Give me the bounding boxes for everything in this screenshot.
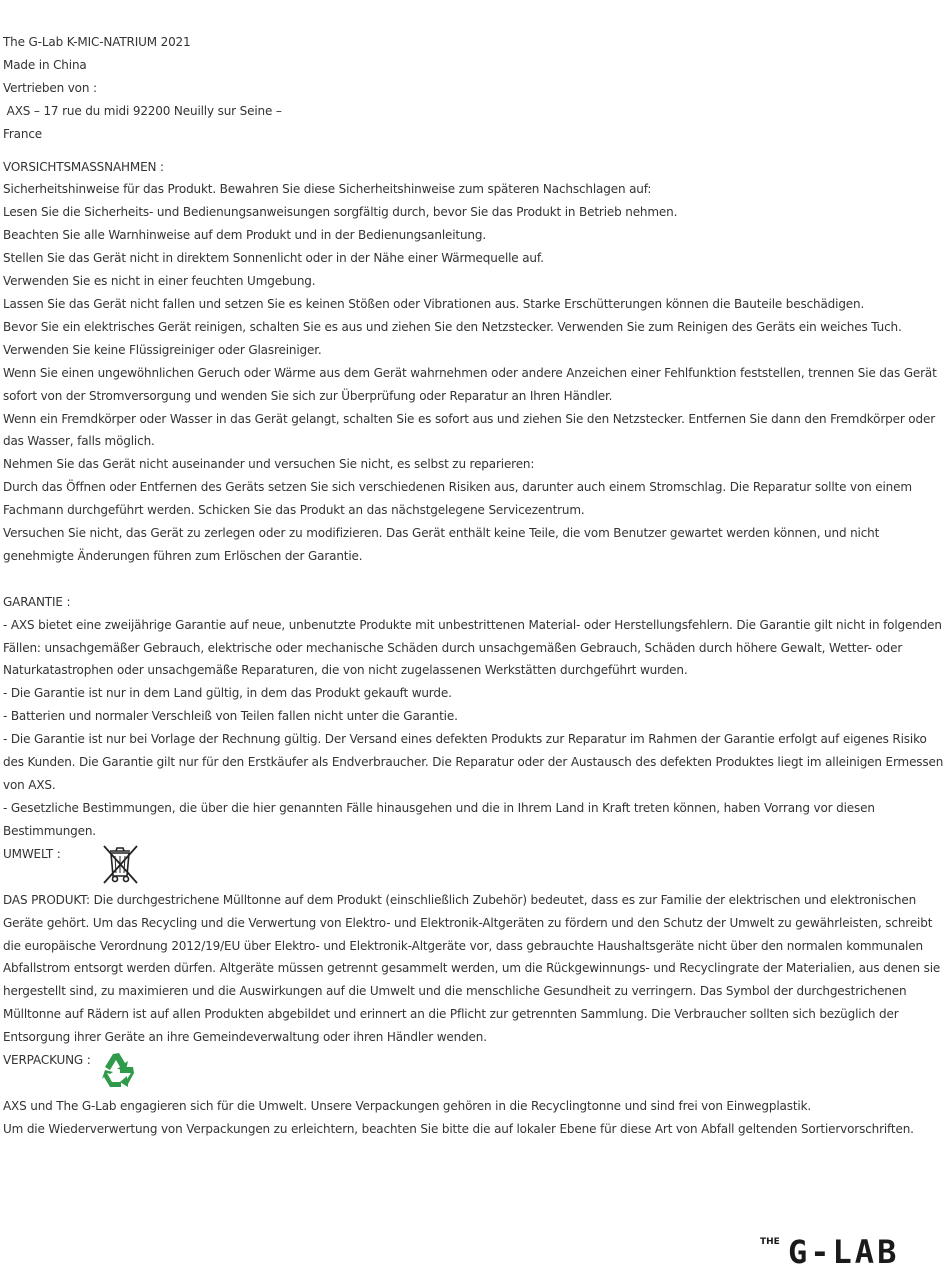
environment-heading: UMWELT : bbox=[3, 846, 61, 861]
precautions-item: Stellen Sie das Gerät nicht in direktem Sonnenlicht oder in der Nähe einer Wärmequelle auf. bbox=[3, 251, 544, 266]
packaging-line-1: AXS und The G-Lab engagieren sich für die Umwelt. Unsere Verpackungen gehören in die Recyclingtonne und sind frei von Einwegplastik. bbox=[3, 1099, 812, 1114]
logo-name: G-LAB bbox=[788, 1233, 900, 1268]
precautions-item: Beachten Sie alle Warnhinweise auf dem Produkt und in der Bedienungsanleitung. bbox=[3, 228, 487, 243]
precautions-item: Lassen Sie das Gerät nicht fallen und setzen Sie es keinen Stößen oder Vibrationen aus. Starke Erschütterungen können die Bauteile beschädigen. bbox=[3, 296, 865, 311]
product-line: The G-Lab K-MIC-NATRIUM 2021 bbox=[3, 35, 191, 49]
packaging-heading-row bbox=[3, 1049, 945, 1095]
warranty-list bbox=[3, 614, 945, 843]
environment-heading-row bbox=[3, 843, 945, 889]
packaging-heading: VERPACKUNG : bbox=[3, 1053, 91, 1068]
precautions-item: Lesen Sie die Sicherheits- und Bedienungsanweisungen sorgfältig durch, bevor Sie das Produkt in Betrieb nehmen. bbox=[3, 205, 678, 220]
recycling-icon bbox=[100, 1051, 138, 1097]
precautions-item: Sicherheitshinweise für das Produkt. Bewahren Sie diese Sicherheitshinweise zum späteren Nachschlagen auf: bbox=[3, 182, 652, 197]
warranty-heading: GARANTIE : bbox=[3, 594, 71, 609]
precautions-item: Nehmen Sie das Gerät nicht auseinander und versuchen Sie nicht, es selbst zu reparieren: bbox=[3, 457, 535, 472]
country-line: France bbox=[3, 126, 43, 141]
distributed-by-line: Vertrieben von : bbox=[3, 80, 97, 95]
precautions-item: Verwenden Sie keine Flüssigreiniger oder Glasreiniger. bbox=[3, 342, 322, 357]
warranty-item: - Die Garantie ist nur in dem Land gültig, in dem das Produkt gekauft wurde. bbox=[3, 686, 452, 701]
precautions-item: Durch das Öffnen oder Entfernen des Geräts setzen Sie sich verschiedenen Risiken aus, darunter auch einem Stromschlag. Die Reparatur sollte von einem Fachmann durchgeführt werden. Schicken Sie das Produkt an das nächstgelegene Servicezentrum. bbox=[3, 480, 912, 518]
document-page bbox=[3, 31, 945, 1141]
packaging-line-2: Um die Wiederverwertung von Verpackungen zu erleichtern, beachten Sie bitte die auf lokaler Ebene für diese Art von Abfall geltenden Sortiervorschriften. bbox=[3, 1121, 914, 1136]
address-line: AXS – 17 rue du midi 92200 Neuilly sur Seine – bbox=[3, 103, 282, 118]
origin-line: Made in China bbox=[3, 57, 87, 72]
warranty-item: - Die Garantie ist nur bei Vorlage der Rechnung gültig. Der Versand eines defekten Produkts zur Reparatur im Rahmen der Garantie erfolgt auf eigenes Risiko des Kunden. Die Garantie gilt nur für den Erstkäufer als Endverbraucher. Die Reparatur oder der Austausch des defekten Produktes liegt im alleinigen Ermessen von AXS. bbox=[3, 732, 944, 792]
precautions-item: Wenn ein Fremdkörper oder Wasser in das Gerät gelangt, schalten Sie es sofort aus und ziehen Sie den Netzstecker. Entfernen Sie dann den Fremdkörper oder das Wasser, falls möglich. bbox=[3, 411, 935, 449]
warranty-item: - Gesetzliche Bestimmungen, die über die hier genannten Fälle hinausgehen und die in Ihrem Land in Kraft treten können, haben Vorrang vor diesen Bestimmungen. bbox=[3, 800, 875, 838]
precautions-heading: VORSICHTSMASSNAHMEN : bbox=[3, 159, 164, 174]
crossed-out-wheelie-bin-icon bbox=[100, 843, 140, 893]
warranty-item: - AXS bietet eine zweijährige Garantie auf neue, unbenutzte Produkte mit unbestrittenen Material- oder Herstellungsfehlern. Die Garantie gilt nicht in folgenden Fällen: unsachgemäßer Gebrauch, elektrische oder mechanische Schäden durch unsachgemäßen Gebrauch, Schäden durch höhere Gewalt, Wetter- oder Naturkatastrophen oder unsachgemäße Reparaturen, die von nicht zugelassenen Werkstätten durchgeführt wurden. bbox=[3, 617, 942, 678]
precautions-list bbox=[3, 178, 945, 567]
precautions-item: Versuchen Sie nicht, das Gerät zu zerlegen oder zu modifizieren. Das Gerät enthält keine Teile, die vom Benutzer gewartet werden können, und nicht genehmigte Änderungen führen zum Erlöschen der Garantie. bbox=[3, 526, 880, 563]
precautions-item: Verwenden Sie es nicht in einer feuchten Umgebung. bbox=[3, 274, 316, 289]
environment-text: DAS PRODUKT: Die durchgestrichene Mülltonne auf dem Produkt (einschließlich Zubehör) bedeutet, dass es zur Familie der elektrischen und elektronischen Geräte gehört. Um das Recycling und die Verwertung von Elektro- und Elektronik-Altgeräten zu fördern und den Schutz der Umwelt zu gewährleisten, schreibt die europäische Verordnung 2012/19/EU über Elektro- und Elektronik-Altgeräte vor, dass gebrauchte Haushaltsgeräte nicht über den normalen kommunalen Abfallstrom entsorgt werden dürfen. Altgeräte müssen getrennt gesammelt werden, um die Rückgewinnungs- und Recyclingrate der Materialien, aus denen sie hergestellt sind, zu maximieren und die Auswirkungen auf die Umwelt und die menschliche Gesundheit zu verringern. Das Symbol der durchgestrichenen Mülltonne auf Rädern ist auf allen Produkten abgebildet und erinnert an die Pflicht zur getrennten Sammlung. Die Verbraucher sollten sich bezüglich der Entsorgung ihrer Geräte an ihre Gemeindeverwaltung oder ihren Händler wenden. bbox=[3, 892, 941, 1045]
g-lab-logo bbox=[758, 1232, 928, 1268]
precautions-item: Wenn Sie einen ungewöhnlichen Geruch oder Wärme aus dem Gerät wahrnehmen oder andere Anzeichen einer Fehlfunktion feststellen, trennen Sie das Gerät sofort von der Stromversorgung und wenden Sie sich zur Überprüfung oder Reparatur an Ihren Händler. bbox=[3, 365, 937, 403]
precautions-item: Bevor Sie ein elektrisches Gerät reinigen, schalten Sie es aus und ziehen Sie den Netzstecker. Verwenden Sie zum Reinigen des Geräts ein weiches Tuch. bbox=[3, 319, 902, 334]
warranty-item: - Batterien und normaler Verschleiß von Teilen fallen nicht unter die Garantie. bbox=[3, 709, 458, 724]
logo-prefix: THE bbox=[760, 1237, 780, 1247]
